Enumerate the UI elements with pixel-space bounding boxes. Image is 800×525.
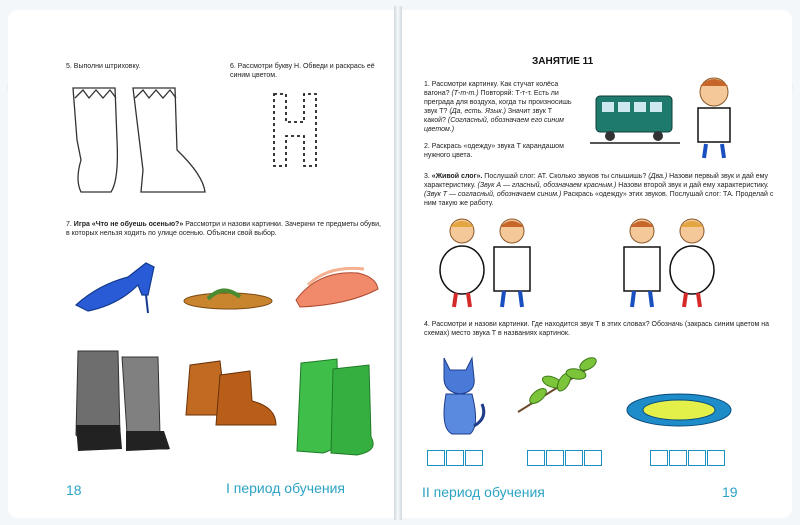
task-3-question-2: Назови первый звук и дай ему характеристику. (424, 173, 769, 189)
scheme-cell[interactable] (527, 450, 545, 466)
page-19 (402, 10, 792, 518)
scheme-cell[interactable] (546, 450, 564, 466)
boy-with-card-image (684, 72, 744, 162)
sandal-image (178, 275, 278, 315)
task-3-heading: «Живой слог». (431, 173, 483, 180)
page-18 (8, 10, 394, 518)
task-1-answer-2: (Да, есть. Язык.) (449, 108, 506, 115)
page-number-19: 19 (722, 484, 738, 500)
footer-period-1: I период обучения (226, 480, 345, 496)
sound-scheme-plate[interactable] (650, 450, 726, 466)
leather-boots-image (180, 355, 280, 435)
scheme-cell[interactable] (427, 450, 445, 466)
boy-and-girl-pair-ta (612, 215, 722, 310)
task-3-answer-1: (Два.) (648, 173, 668, 180)
sound-scheme-branch[interactable] (527, 450, 603, 466)
book-gutter (394, 6, 402, 520)
task-3-number: 3. (424, 173, 430, 180)
task-3-question-3: Назови второй звук и дай ему характеристику. (618, 182, 769, 189)
scheme-cell[interactable] (707, 450, 725, 466)
branch-image (512, 352, 607, 422)
task-1-question: 1. Рассмотри картинку. Как стучат колёса вагона? (424, 81, 559, 97)
felt-boots-image (68, 345, 178, 460)
task-6-text: 6. Рассмотри букву Н. Обведи и раскрась её синим цветом. (230, 63, 375, 79)
scheme-cell[interactable] (669, 450, 687, 466)
slippers-image (288, 255, 388, 315)
lesson-title: ЗАНЯТИЕ 11 (532, 56, 594, 67)
rubber-boots-image (293, 355, 383, 460)
sound-scheme-cat[interactable] (427, 450, 484, 466)
task-3-question-1: Послушай слог: АТ. Сколько звуков ты слышишь? (484, 173, 647, 180)
task-1-answer-3: (Согласный, обозначаем его синим цветом.) (424, 117, 564, 133)
task-5-text: 5. Выполни штриховку. (66, 63, 141, 70)
scheme-cell[interactable] (465, 450, 483, 466)
scheme-cell[interactable] (584, 450, 602, 466)
task-3-instruction: Раскрась «одежду» этих звуков. Послушай слог: ТА. Проделай с ним такую же работу. (424, 191, 774, 207)
high-heel-shoe-image (68, 255, 168, 315)
boots-outline-figure (63, 80, 213, 210)
scheme-cell[interactable] (688, 450, 706, 466)
letter-n-dotted (270, 90, 320, 170)
task-2-text: 2. Раскрась «одежду» звука Т карандашом нужного цвета. (424, 143, 564, 159)
task-1-answer-1: (Т-т-т.) (451, 90, 479, 97)
girl-and-boy-pair-at (432, 215, 542, 310)
task-4-text: 4. Рассмотри и назови картинки. Где находится звук Т в этих словах? Обозначь (закрась синим цветом на схемах) место звука Т в названиях картинок. (424, 321, 770, 337)
task-3-text (424, 172, 774, 208)
task-7-number: 7. (66, 221, 72, 228)
scheme-cell[interactable] (650, 450, 668, 466)
task-3-answer-2: (Звук А — гласный, обозначаем красным.) (477, 182, 617, 189)
task-7-text (66, 220, 386, 238)
task-1-question-3: Значит звук Т какой? (424, 108, 552, 124)
train-wagon-image (590, 88, 680, 148)
scheme-cell[interactable] (565, 450, 583, 466)
plate-image (624, 390, 734, 430)
task-3-answer-3: (Звук Т — согласный, обозначаем синим.) (424, 191, 562, 198)
page-number-18: 18 (66, 482, 82, 498)
footer-period-2: II период обучения (422, 484, 545, 500)
task-1-text (424, 80, 574, 134)
cat-image (430, 348, 490, 438)
scheme-cell[interactable] (446, 450, 464, 466)
task-7-heading: Игра «Что не обуешь осенью?» (73, 221, 184, 228)
task-1-question-2: Повторяй: Т-т-т. Есть ли преграда для воздуха, когда ты произносишь звук Т? (424, 90, 572, 115)
task-7-body: Рассмотри и назови картинки. Зачеркни те предметы обуви, в которых нельзя ходить по улице осенью. Объясни свой выбор. (66, 221, 381, 237)
